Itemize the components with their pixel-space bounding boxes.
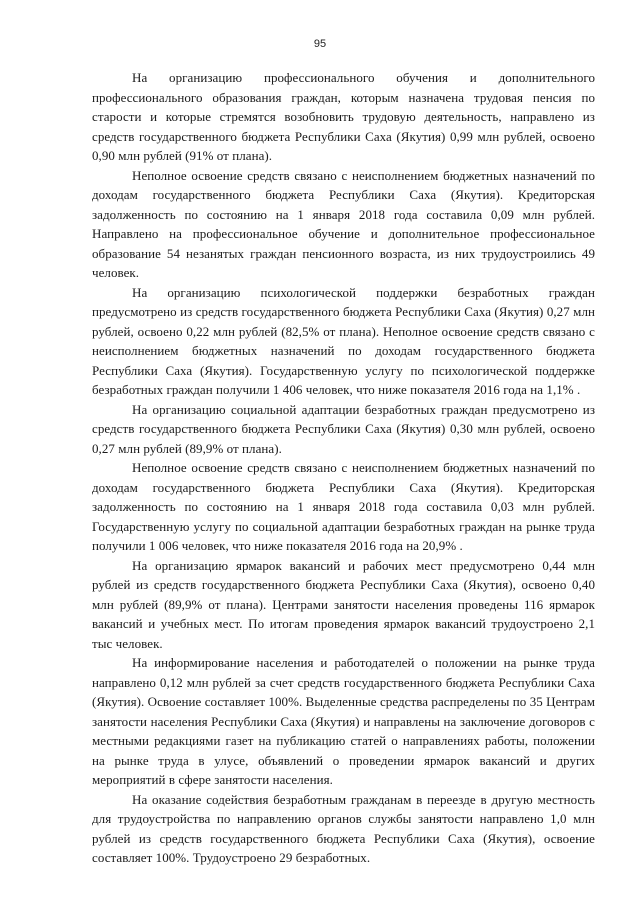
body-text bbox=[92, 68, 595, 868]
paragraph-relocation-assistance: На оказание содействия безработным гражданам в переезде в другую местность для трудоустройства по направлению органов службы занятости направлено 1,0 млн рублей из средств государственного бюджета Республики Саха (Якутия), освоение составляет 100%. Трудоустроено 29 безработных. bbox=[92, 791, 595, 865]
paragraph-adaptation-underspending: Неполное освоение средств связано с неисполнением бюджетных назначений по доходам государственного бюджета Республики Саха (Якутия). Кредиторская задолженность по состоянию на 1 января 2018 года составила 0,03 млн рублей. Государственную услугу по социальной адаптации безработных граждан на рынке труда получили 1 006 человек, что ниже показателя 2016 года на 20,9% . bbox=[92, 460, 595, 553]
paragraph-social-adaptation: На организацию социальной адаптации безработных граждан предусмотрено из средств государственного бюджета Республики Саха (Якутия) 0,30 млн рублей, освоено 0,27 млн рублей (89,9% от плана). bbox=[92, 401, 595, 456]
paragraph-professional-training: На организацию профессионального обучения и дополнительного профессионального образования граждан, которым назначена трудовая пенсия по старости и которые стремятся возобновить трудовую деятельность, направлено из средств государственного бюджета Республики Саха (Якутия) 0,99 млн рублей, освоено 0,90 млн рублей (91% от плана). bbox=[92, 70, 595, 163]
paragraph-informing-population: На информирование населения и работодателей о положении на рынке труда направлено 0,12 млн рублей за счет средств государственного бюджета Республики Саха (Якутия). Освоение составляет 100%. Выделенные средства распределены по 35 Центрам занятости населения Республики Саха (Якутия) и направлены на заключение договоров с местными редакциями газет на публикацию статей о направлениях работы, положении на рынке труда в улусе, объявлений о проведении ярмарок вакансий и других мероприятий в сфере занятости населения. bbox=[92, 655, 595, 787]
paragraph-training-underspending: Неполное освоение средств связано с неисполнением бюджетных назначений по доходам государственного бюджета Республики Саха (Якутия). Кредиторская задолженность по состоянию на 1 января 2018 года составила 0,09 млн рублей. Направлено на профессиональное обучение и дополнительное профессиональное образование 54 незанятых граждан пенсионного возраста, из них трудоустроились 49 человек. bbox=[92, 167, 595, 280]
page-number: 95 bbox=[313, 38, 327, 50]
paragraph-job-fairs: На организацию ярмарок вакансий и рабочих мест предусмотрено 0,44 млн рублей из средств государственного бюджета Республики Саха (Якутия), освоено 0,40 млн рублей (89,9% от плана). Центрами занятости населения проведены 116 ярмарок вакансий и учебных мест. По итогам проведения ярмарок вакансий трудоустроено 2,1 тыс человек. bbox=[92, 557, 595, 651]
paragraph-psychological-support: На организацию психологической поддержки безработных граждан предусмотрено из средств государственного бюджета Республики Саха (Якутия) 0,27 млн рублей, освоено 0,22 млн рублей (82,5% от плана). Неполное освоение средств связано с неисполнением бюджетных назначений по доходам государственного бюджета Республики Саха (Якутия). Государственную услугу по психологической поддержке безработных граждан получили 1 406 человек, что ниже показателя 2016 года на 1,1% . bbox=[92, 284, 595, 397]
